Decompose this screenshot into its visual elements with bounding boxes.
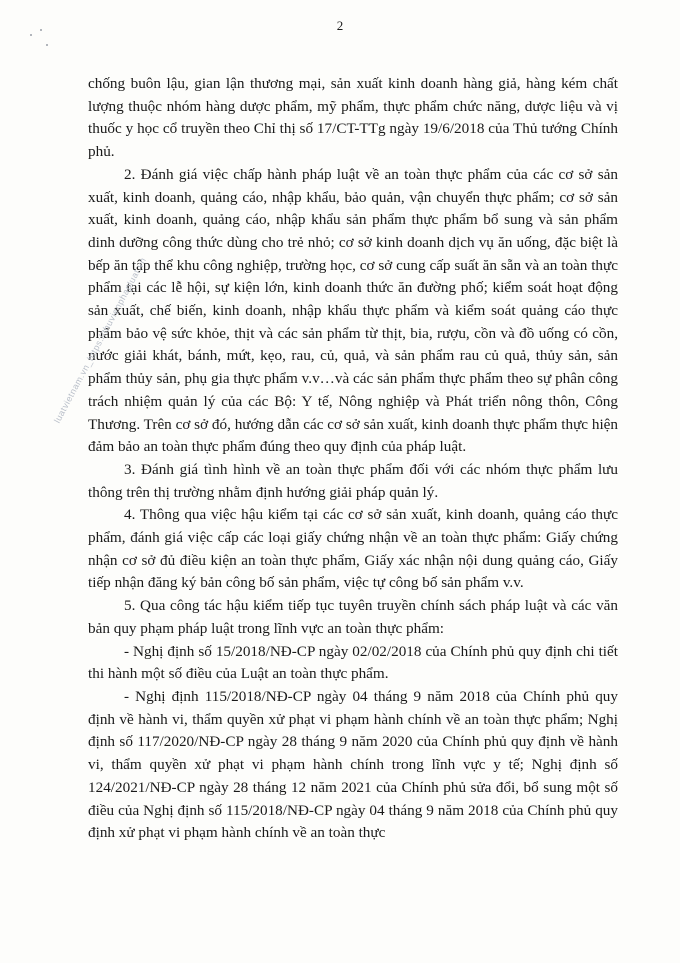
scan-speck xyxy=(30,34,32,36)
decree-bullet-2: - Nghị định 115/2018/NĐ-CP ngày 04 tháng 9 năm 2018 của Chính phủ quy định về hành vi, thẩm quyền xử phạt vi phạm hành chính về an toàn thực phẩm; Nghị định số 117/2020/NĐ-CP ngày 28 tháng 9 năm 2020 của Chính phủ quy định về hành vi, thẩm quyền xử phạt vi phạm hành chính trong lĩnh vực y tế; Nghị định số 124/2021/NĐ-CP ngày 28 tháng 12 năm 2021 của Chính phủ sửa đổi, bổ sung một số điều của Nghị định số 115/2018/NĐ-CP ngày 04 tháng 9 năm 2018 của Chính phủ quy định xử phạt vi phạm hành chính về an toàn thực xyxy=(88,687,618,842)
watermark-stamp: luatvietnam.vn_https://thuvienphapluat.vn xyxy=(52,255,149,425)
scan-speck xyxy=(46,44,48,46)
paragraph-item-4: 4. Thông qua việc hậu kiểm tại các cơ sở sản xuất, kinh doanh, quảng cáo thực phẩm, đánh giá việc cấp các loại giấy chứng nhận về an toàn thực phẩm: Giấy chứng nhận cơ sở đủ điều kiện an toàn thực phẩm, Giấy xác nhận nội dung quảng cáo, Giấy tiếp nhận đăng ký bản công bố sản phẩm, việc tự công bố sản phẩm v.v. xyxy=(88,506,618,592)
scan-speck xyxy=(40,29,42,31)
page-number: 2 xyxy=(336,18,344,33)
paragraph-item-5: 5. Qua công tác hậu kiểm tiếp tục tuyên truyền chính sách pháp luật và các văn bản quy phạm pháp luật trong lĩnh vực an toàn thực phẩm: xyxy=(88,597,618,637)
paragraph-item-3: 3. Đánh giá tình hình về an toàn thực phẩm đối với các nhóm thực phẩm lưu thông trên thị trường nhằm định hướng giải pháp quản lý. xyxy=(88,460,618,501)
paragraph-item-2: 2. Đánh giá việc chấp hành pháp luật về an toàn thực phẩm của các cơ sở sản xuất, kinh doanh, quảng cáo, nhập khẩu, bảo quản, vận chuyển thực phẩm; cơ sở sản xuất, kinh doanh, quảng cáo, nhập khẩu sản phẩm thực phẩm bổ sung và sản phẩm dinh dưỡng công thức dùng cho trẻ nhỏ; cơ sở kinh doanh dịch vụ ăn uống, đặc biệt là bếp ăn tập thể khu công nghiệp, trường học, cơ sở cung cấp suất ăn sẵn và an toàn thực phẩm tại các lễ hội, sự kiện lớn, kinh doanh thức ăn đường phố; kiểm soát hoạt động sản xuất, chế biến, kinh doanh, nhập khẩu thực phẩm và kiểm soát quảng cáo thực phẩm bảo vệ sức khỏe, thịt và các sản phẩm từ thịt, bia, rượu, cồn và đồ uống có cồn, nước giải khát, bánh, mứt, kẹo, rau, củ, quả, và sản phẩm rau củ quả, thủy sản, sản phẩm thủy sản, phụ gia thực phẩm v.v…và các sản phẩm thực phẩm theo sự phân công trách nhiệm quản lý của các Bộ: Y tế, Nông nghiệp và Phát triển nông thôn, Công Thương. Trên cơ sở đó, hướng dẫn các cơ sở sản xuất, kinh doanh thực phẩm thực hiện đảm bảo an toàn thực phẩm đúng theo quy định của pháp luật. xyxy=(88,165,618,456)
paragraph-continuation: chống buôn lậu, gian lận thương mại, sản xuất kinh doanh hàng giả, hàng kém chất lượng thuộc nhóm hàng dược phẩm, mỹ phẩm, thực phẩm chức năng, dược liệu và vị thuốc y học cổ truyền theo Chỉ thị số 17/CT-TTg ngày 19/6/2018 của Thủ tướng Chính phủ. xyxy=(88,75,618,161)
document-body xyxy=(88,73,618,845)
decree-bullet-1: - Nghị định số 15/2018/NĐ-CP ngày 02/02/2018 của Chính phủ quy định chi tiết thi hành một số điều của Luật an toàn thực phẩm. xyxy=(88,642,618,683)
